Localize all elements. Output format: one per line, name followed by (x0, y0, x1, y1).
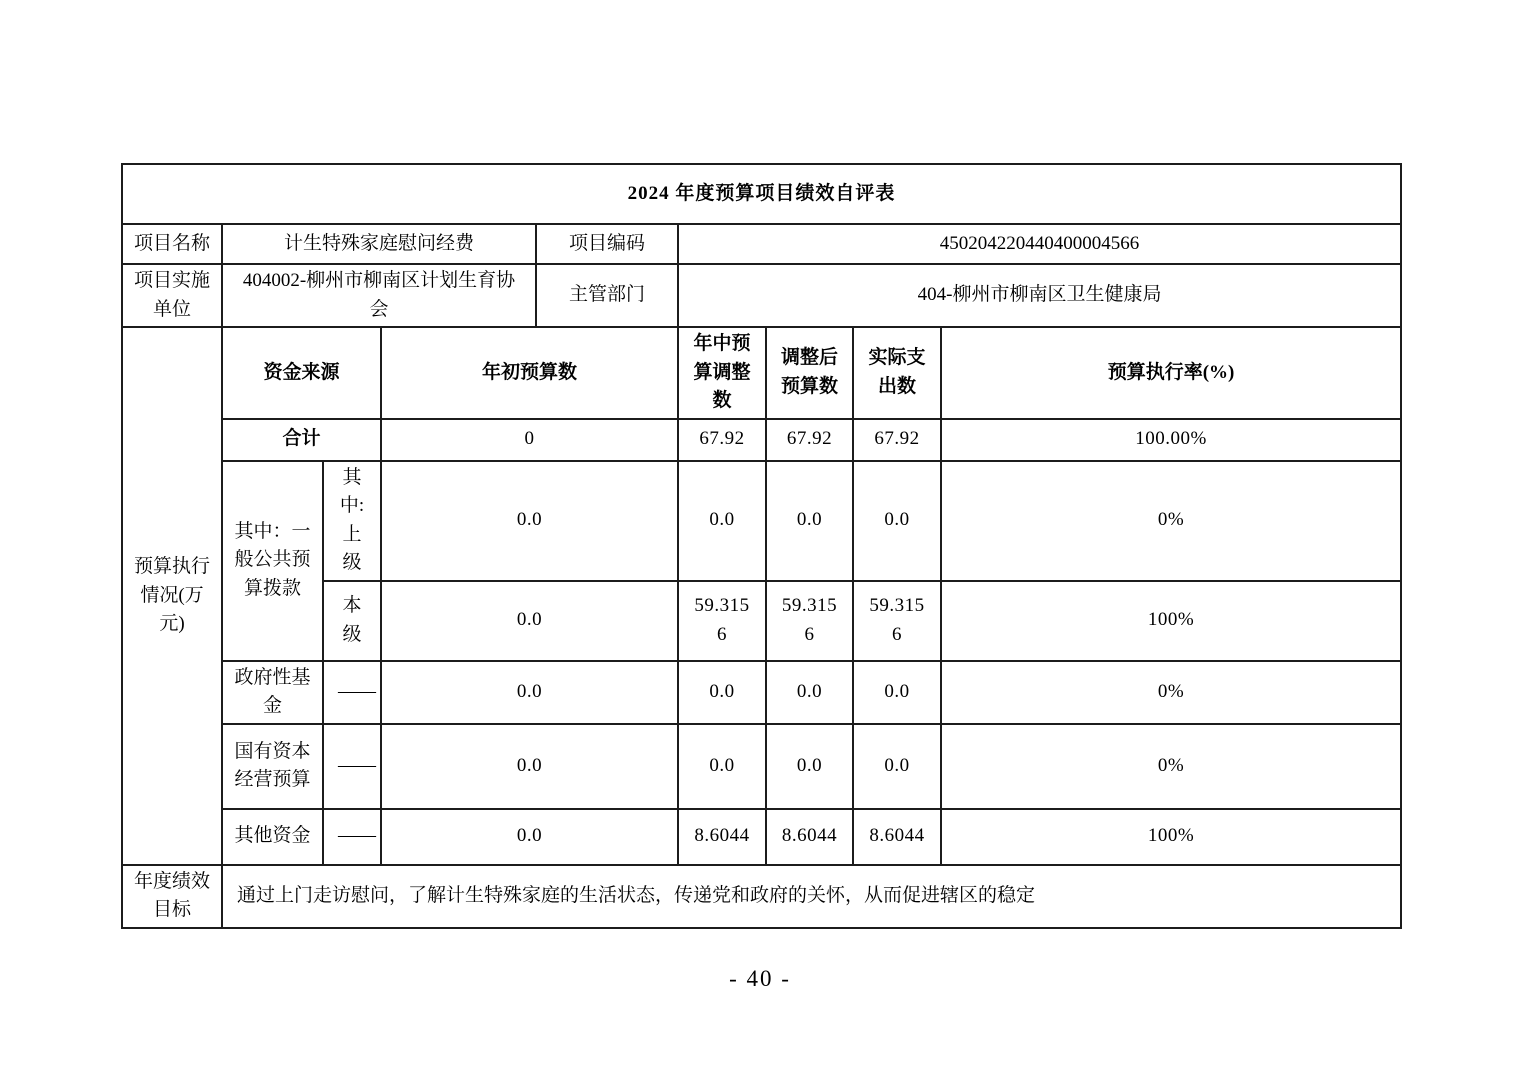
gov-fund-adjusted: 0.0 (766, 661, 853, 724)
goal-text: 通过上门走访慰问，了解计生特殊家庭的生活状态，传递党和政府的关怀，从而促进辖区的稳定 (222, 865, 1401, 928)
total-initial: 0 (381, 419, 678, 461)
gov-fund-mid-adjust: 0.0 (678, 661, 766, 724)
other-funds-label (222, 809, 323, 865)
project-name-label: 项目名称 (122, 224, 222, 264)
header-mid-adjust-text: 年中预算调整数 (693, 333, 751, 411)
upper-adjusted: 0.0 (766, 461, 853, 581)
other-funds-adjusted: 8.6044 (766, 809, 853, 865)
local-initial: 0.0 (381, 581, 678, 661)
gov-fund-label (222, 661, 323, 724)
project-name-value: 计生特殊家庭慰问经费 (222, 224, 536, 264)
header-adjusted (766, 327, 853, 419)
total-label: 合计 (222, 419, 381, 461)
total-mid-adjust: 67.92 (678, 419, 766, 461)
total-actual: 67.92 (853, 419, 941, 461)
impl-unit-value-text: 404002-柳州市柳南区计划生育协会 (242, 270, 516, 320)
budget-section-label (122, 327, 222, 865)
other-funds-dash (323, 809, 381, 865)
impl-unit-label (122, 264, 222, 327)
local-actual (853, 581, 941, 661)
dept-value: 404-柳州市柳南区卫生健康局 (678, 264, 1401, 327)
local-level-label (323, 581, 381, 661)
state-capital-adjusted: 0.0 (766, 724, 853, 809)
self-eval-table (121, 163, 1402, 929)
other-funds-label-text: 其他资金 (234, 825, 311, 847)
upper-actual: 0.0 (853, 461, 941, 581)
dept-label: 主管部门 (536, 264, 678, 327)
state-capital-actual: 0.0 (853, 724, 941, 809)
goal-label (122, 865, 222, 928)
total-rate: 100.00% (941, 419, 1401, 461)
header-mid-adjust (678, 327, 766, 419)
local-adjusted-text: 59.3156 (781, 595, 838, 645)
goal-label-text: 年度绩效目标 (133, 870, 210, 920)
gov-fund-label-text: 政府性基金 (234, 666, 311, 716)
state-capital-rate: 0% (941, 724, 1401, 809)
header-source: 资金来源 (222, 327, 381, 419)
gov-fund-rate: 0% (941, 661, 1401, 724)
state-capital-dash-text: —— (338, 754, 376, 776)
gov-fund-actual: 0.0 (853, 661, 941, 724)
general-public-label-text: 其中：一般公共预算拨款 (234, 520, 311, 599)
other-funds-rate: 100% (941, 809, 1401, 865)
local-adjusted (766, 581, 853, 661)
page-number: - 40 - (729, 966, 791, 991)
header-rate: 预算执行率(%) (941, 327, 1401, 419)
state-capital-mid-adjust: 0.0 (678, 724, 766, 809)
gov-fund-initial: 0.0 (381, 661, 678, 724)
upper-mid-adjust: 0.0 (678, 461, 766, 581)
local-actual-text: 59.3156 (869, 595, 925, 645)
state-capital-initial: 0.0 (381, 724, 678, 809)
header-initial: 年初预算数 (381, 327, 678, 419)
state-capital-label-text: 国有资本经营预算 (234, 740, 311, 790)
header-actual-text: 实际支出数 (868, 347, 926, 397)
other-funds-initial: 0.0 (381, 809, 678, 865)
upper-level-label-text: 其中:上级 (339, 466, 365, 573)
upper-initial: 0.0 (381, 461, 678, 581)
upper-rate: 0% (941, 461, 1401, 581)
other-funds-actual: 8.6044 (853, 809, 941, 865)
local-level-label-text: 本级 (342, 595, 362, 645)
local-mid-adjust-text: 59.3156 (694, 595, 750, 645)
page-title: 2024 年度预算项目绩效自评表 (122, 164, 1401, 224)
local-mid-adjust (678, 581, 766, 661)
other-funds-mid-adjust: 8.6044 (678, 809, 766, 865)
impl-unit-label-text: 项目实施单位 (133, 270, 210, 320)
state-capital-dash (323, 724, 381, 809)
local-rate: 100% (941, 581, 1401, 661)
header-actual (853, 327, 941, 419)
project-code-value: 450204220440400004566 (678, 224, 1401, 264)
budget-section-label-text: 预算执行情况(万元) (133, 556, 210, 634)
upper-level-label (323, 461, 381, 581)
general-public-label (222, 461, 323, 661)
header-adjusted-text: 调整后预算数 (780, 347, 838, 397)
state-capital-label (222, 724, 323, 809)
gov-fund-dash (323, 661, 381, 724)
project-code-label: 项目编码 (536, 224, 678, 264)
gov-fund-dash-text: —— (338, 680, 376, 702)
other-funds-dash-text: —— (338, 825, 376, 847)
total-adjusted: 67.92 (766, 419, 853, 461)
impl-unit-value (222, 264, 536, 327)
